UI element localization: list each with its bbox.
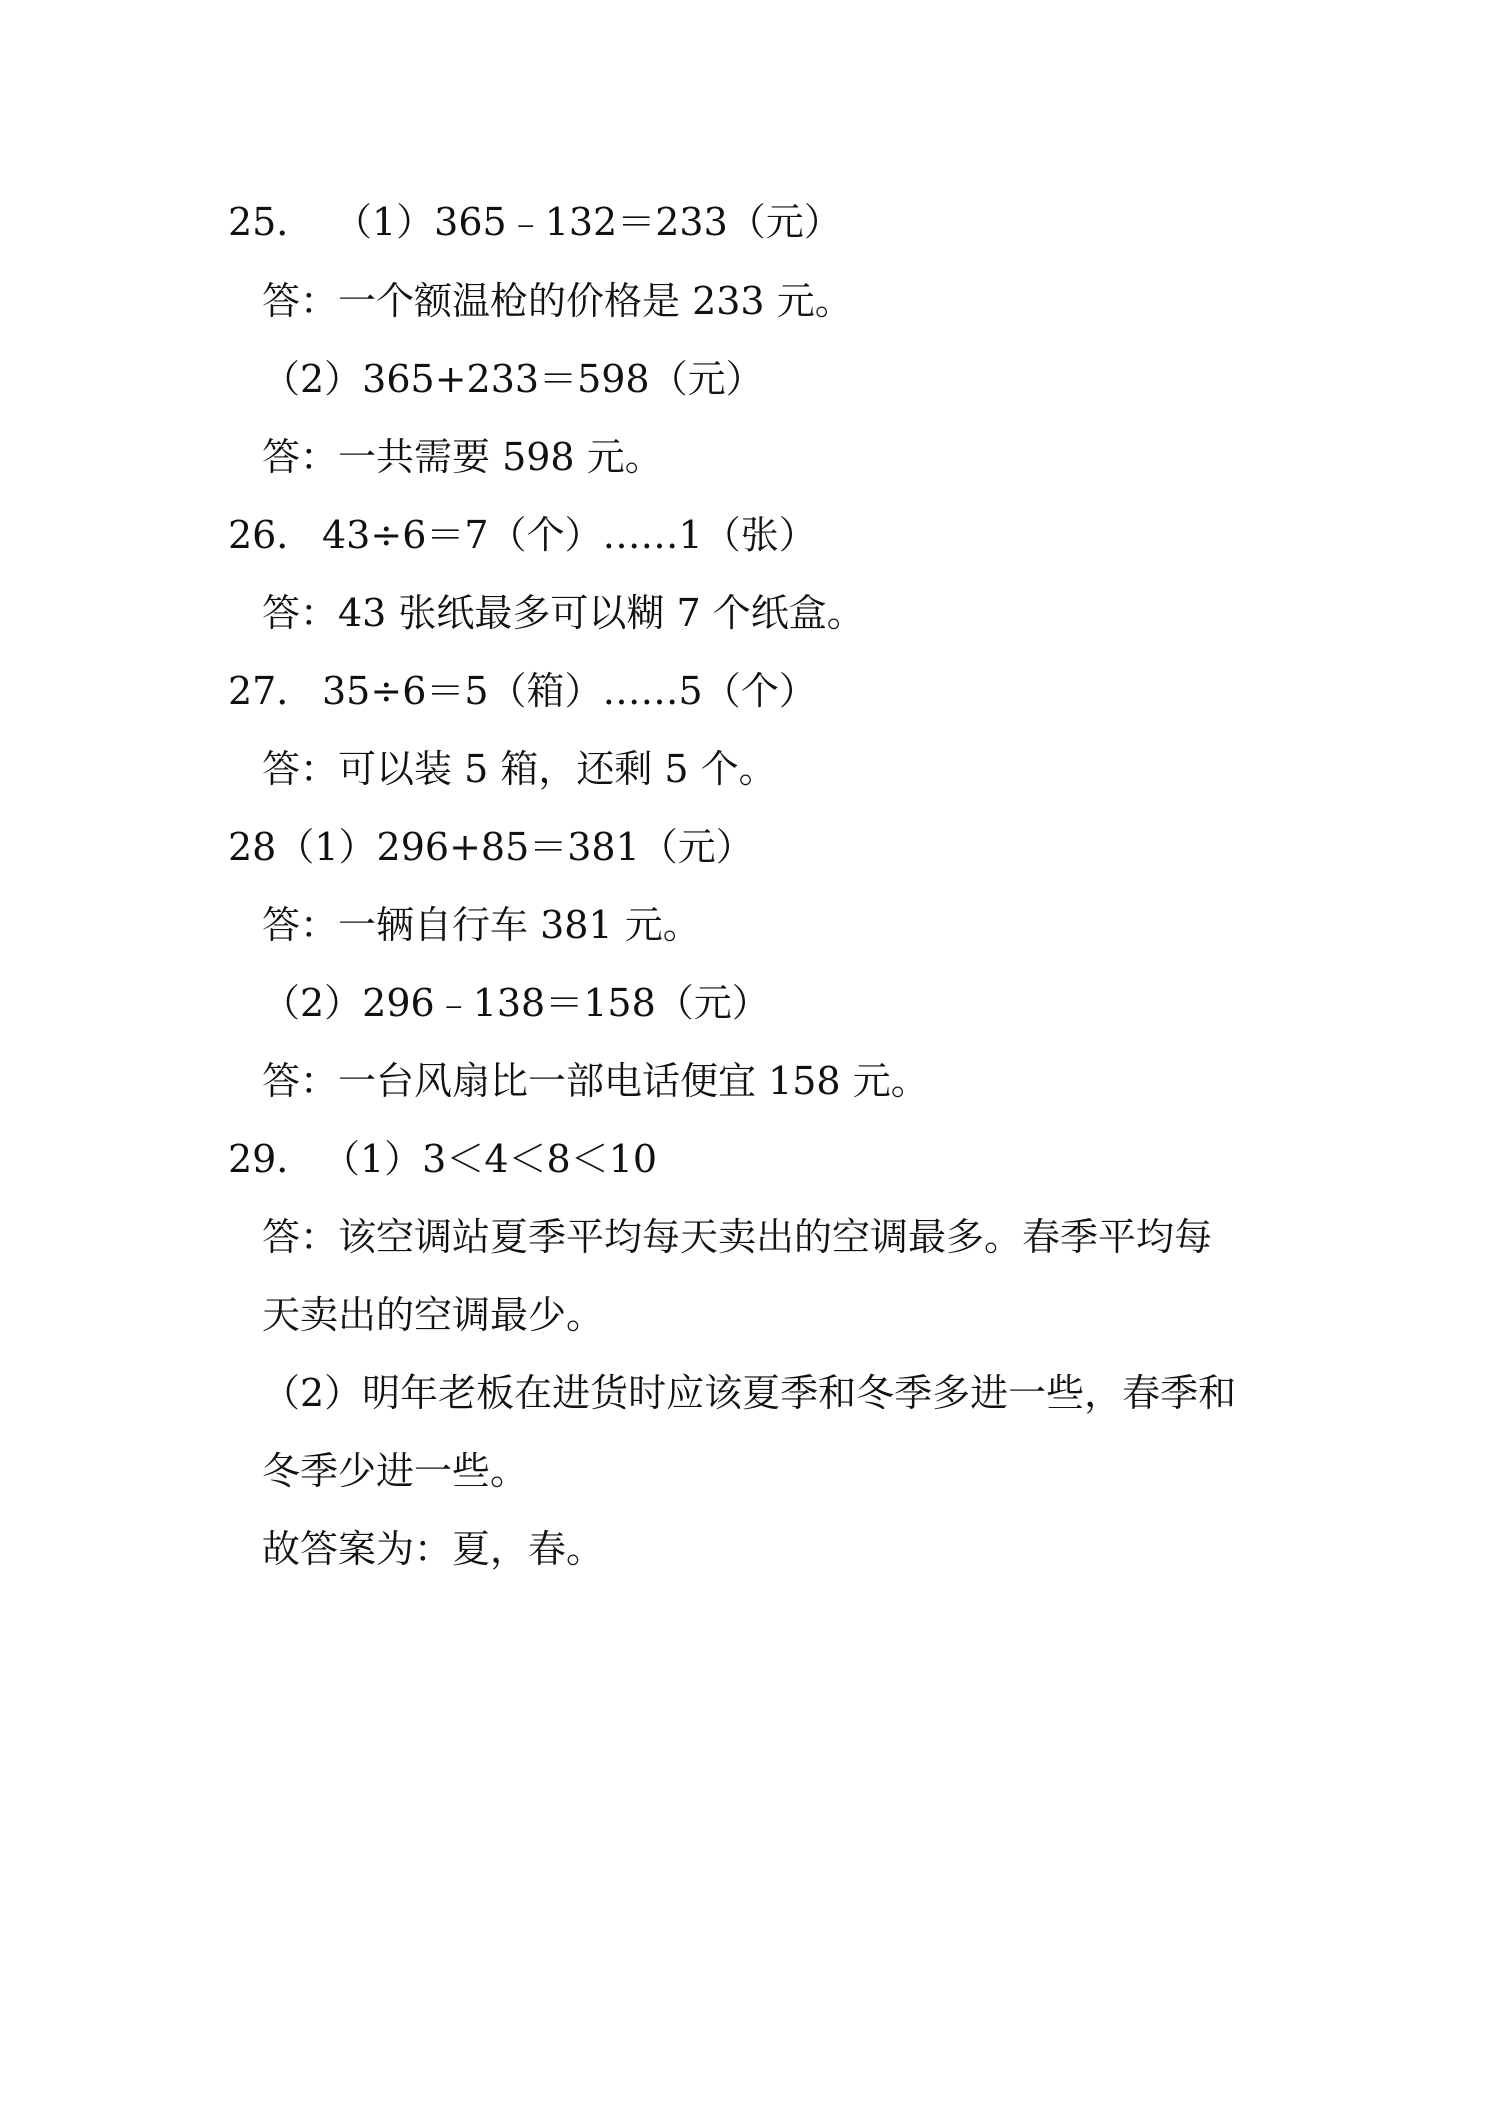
q29-number: 29． <box>228 1137 315 1181</box>
q28-line <box>228 825 754 869</box>
q25-part2: （2）365+233＝598（元） <box>262 357 764 401</box>
q29-line <box>228 1137 658 1181</box>
q26-number: 26． <box>228 513 315 557</box>
q29-answer1-line2: 天卖出的空调最少。 <box>262 1293 605 1337</box>
q29-answer1-line1: 答：该空调站夏季平均每天卖出的空调最多。春季平均每 <box>262 1215 1213 1259</box>
q26-equation: 43÷6＝7（个）……1（张） <box>322 513 817 557</box>
q28-answer2: 答：一台风扇比一部电话便宜 158 元。 <box>262 1059 929 1103</box>
q29-final-answer: 故答案为：夏，春。 <box>262 1527 605 1571</box>
q25-answer2: 答：一共需要 598 元。 <box>262 435 663 479</box>
q28-number: 28 <box>228 825 277 869</box>
q25-part1: （1）365﹣132＝233（元） <box>334 200 842 244</box>
q28-answer1: 答：一辆自行车 381 元。 <box>262 903 701 947</box>
q27-line <box>228 669 817 713</box>
q25-line <box>228 200 842 244</box>
q28-part2: （2）296﹣138＝158（元） <box>262 981 770 1025</box>
q27-answer: 答：可以装 5 箱，还剩 5 个。 <box>262 747 777 791</box>
q25-answer1: 答：一个额温枪的价格是 233 元。 <box>262 279 853 323</box>
q26-line <box>228 513 817 557</box>
q29-part2-line1: （2）明年老板在进货时应该夏季和冬季多进一些，春季和 <box>262 1371 1237 1415</box>
q29-part2-line2: 冬季少进一些。 <box>262 1449 529 1493</box>
q27-equation: 35÷6＝5（箱）……5（个） <box>322 669 817 713</box>
q26-answer: 答：43 张纸最多可以糊 7 个纸盒。 <box>262 591 865 635</box>
q29-part1: （1）3＜4＜8＜10 <box>322 1137 658 1181</box>
q25-number: 25． <box>228 200 315 244</box>
q27-number: 27． <box>228 669 315 713</box>
q28-part1: （1）296+85＝381（元） <box>276 825 754 869</box>
